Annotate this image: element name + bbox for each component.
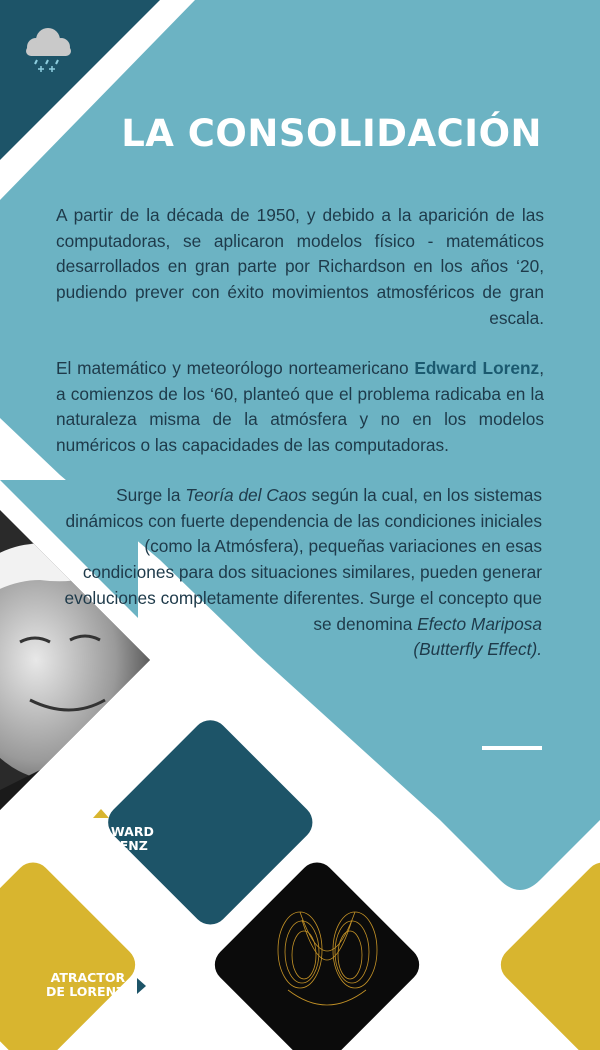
triangle-right-icon bbox=[137, 978, 146, 994]
paragraph-decada-1950 bbox=[56, 203, 544, 332]
gold-diamond-left bbox=[0, 855, 143, 1050]
triangle-up-icon bbox=[93, 809, 109, 818]
paragraph-2-before: El matemático y meteorólogo norteamericano bbox=[56, 358, 415, 378]
butterfly-effect-term: (Butterfly Effect). bbox=[413, 639, 542, 660]
atractor-label-line1: ATRACTOR bbox=[50, 970, 126, 985]
lorenz-name-highlight: Edward Lorenz bbox=[414, 358, 540, 378]
paragraph-lorenz bbox=[56, 356, 544, 459]
edward-lorenz-label-line2: LORENZ bbox=[92, 838, 148, 853]
paragraph-2-after: , a comienzos de los ‘60, planteó que el problema radicaba en la naturaleza misma de la atmósfera y no en los modelos numéricos o las capacidades de las computadoras. bbox=[56, 358, 544, 456]
divider-line bbox=[482, 746, 542, 750]
edward-lorenz-label-line1: EDWARD bbox=[92, 824, 154, 839]
atractor-lorenz-label bbox=[46, 971, 125, 999]
paragraph-1-text: A partir de la década de 1950, y debido a la aparición de las computadoras, se aplicaron modelos físico - matemáticos desarrollados en gran parte por Richardson en los años ‘20, pudiendo prever con éxito movimientos atmosféricos de gran escala. bbox=[56, 205, 544, 328]
paragraph-3-part1: Surge la bbox=[116, 485, 186, 505]
teoria-caos-term: Teoría del Caos bbox=[185, 485, 307, 505]
paragraph-3-part2: según la cual, en los sistemas dinámicos con fuerte dependencia de las condiciones iniciales (como la Atmósfera), pequeñas variaciones en esas condiciones para dos situaciones similares, pueden generar evoluciones completamente diferentes. Surge el concepto que se denomina bbox=[64, 485, 542, 634]
atractor-label-line2: DE LORENZ bbox=[46, 984, 126, 999]
page-title: LA CONSOLIDACIÓN bbox=[121, 112, 542, 155]
paragraph-caos bbox=[56, 483, 542, 663]
edward-lorenz-label bbox=[92, 825, 154, 853]
efecto-mariposa-term: Efecto Mariposa bbox=[417, 613, 542, 634]
